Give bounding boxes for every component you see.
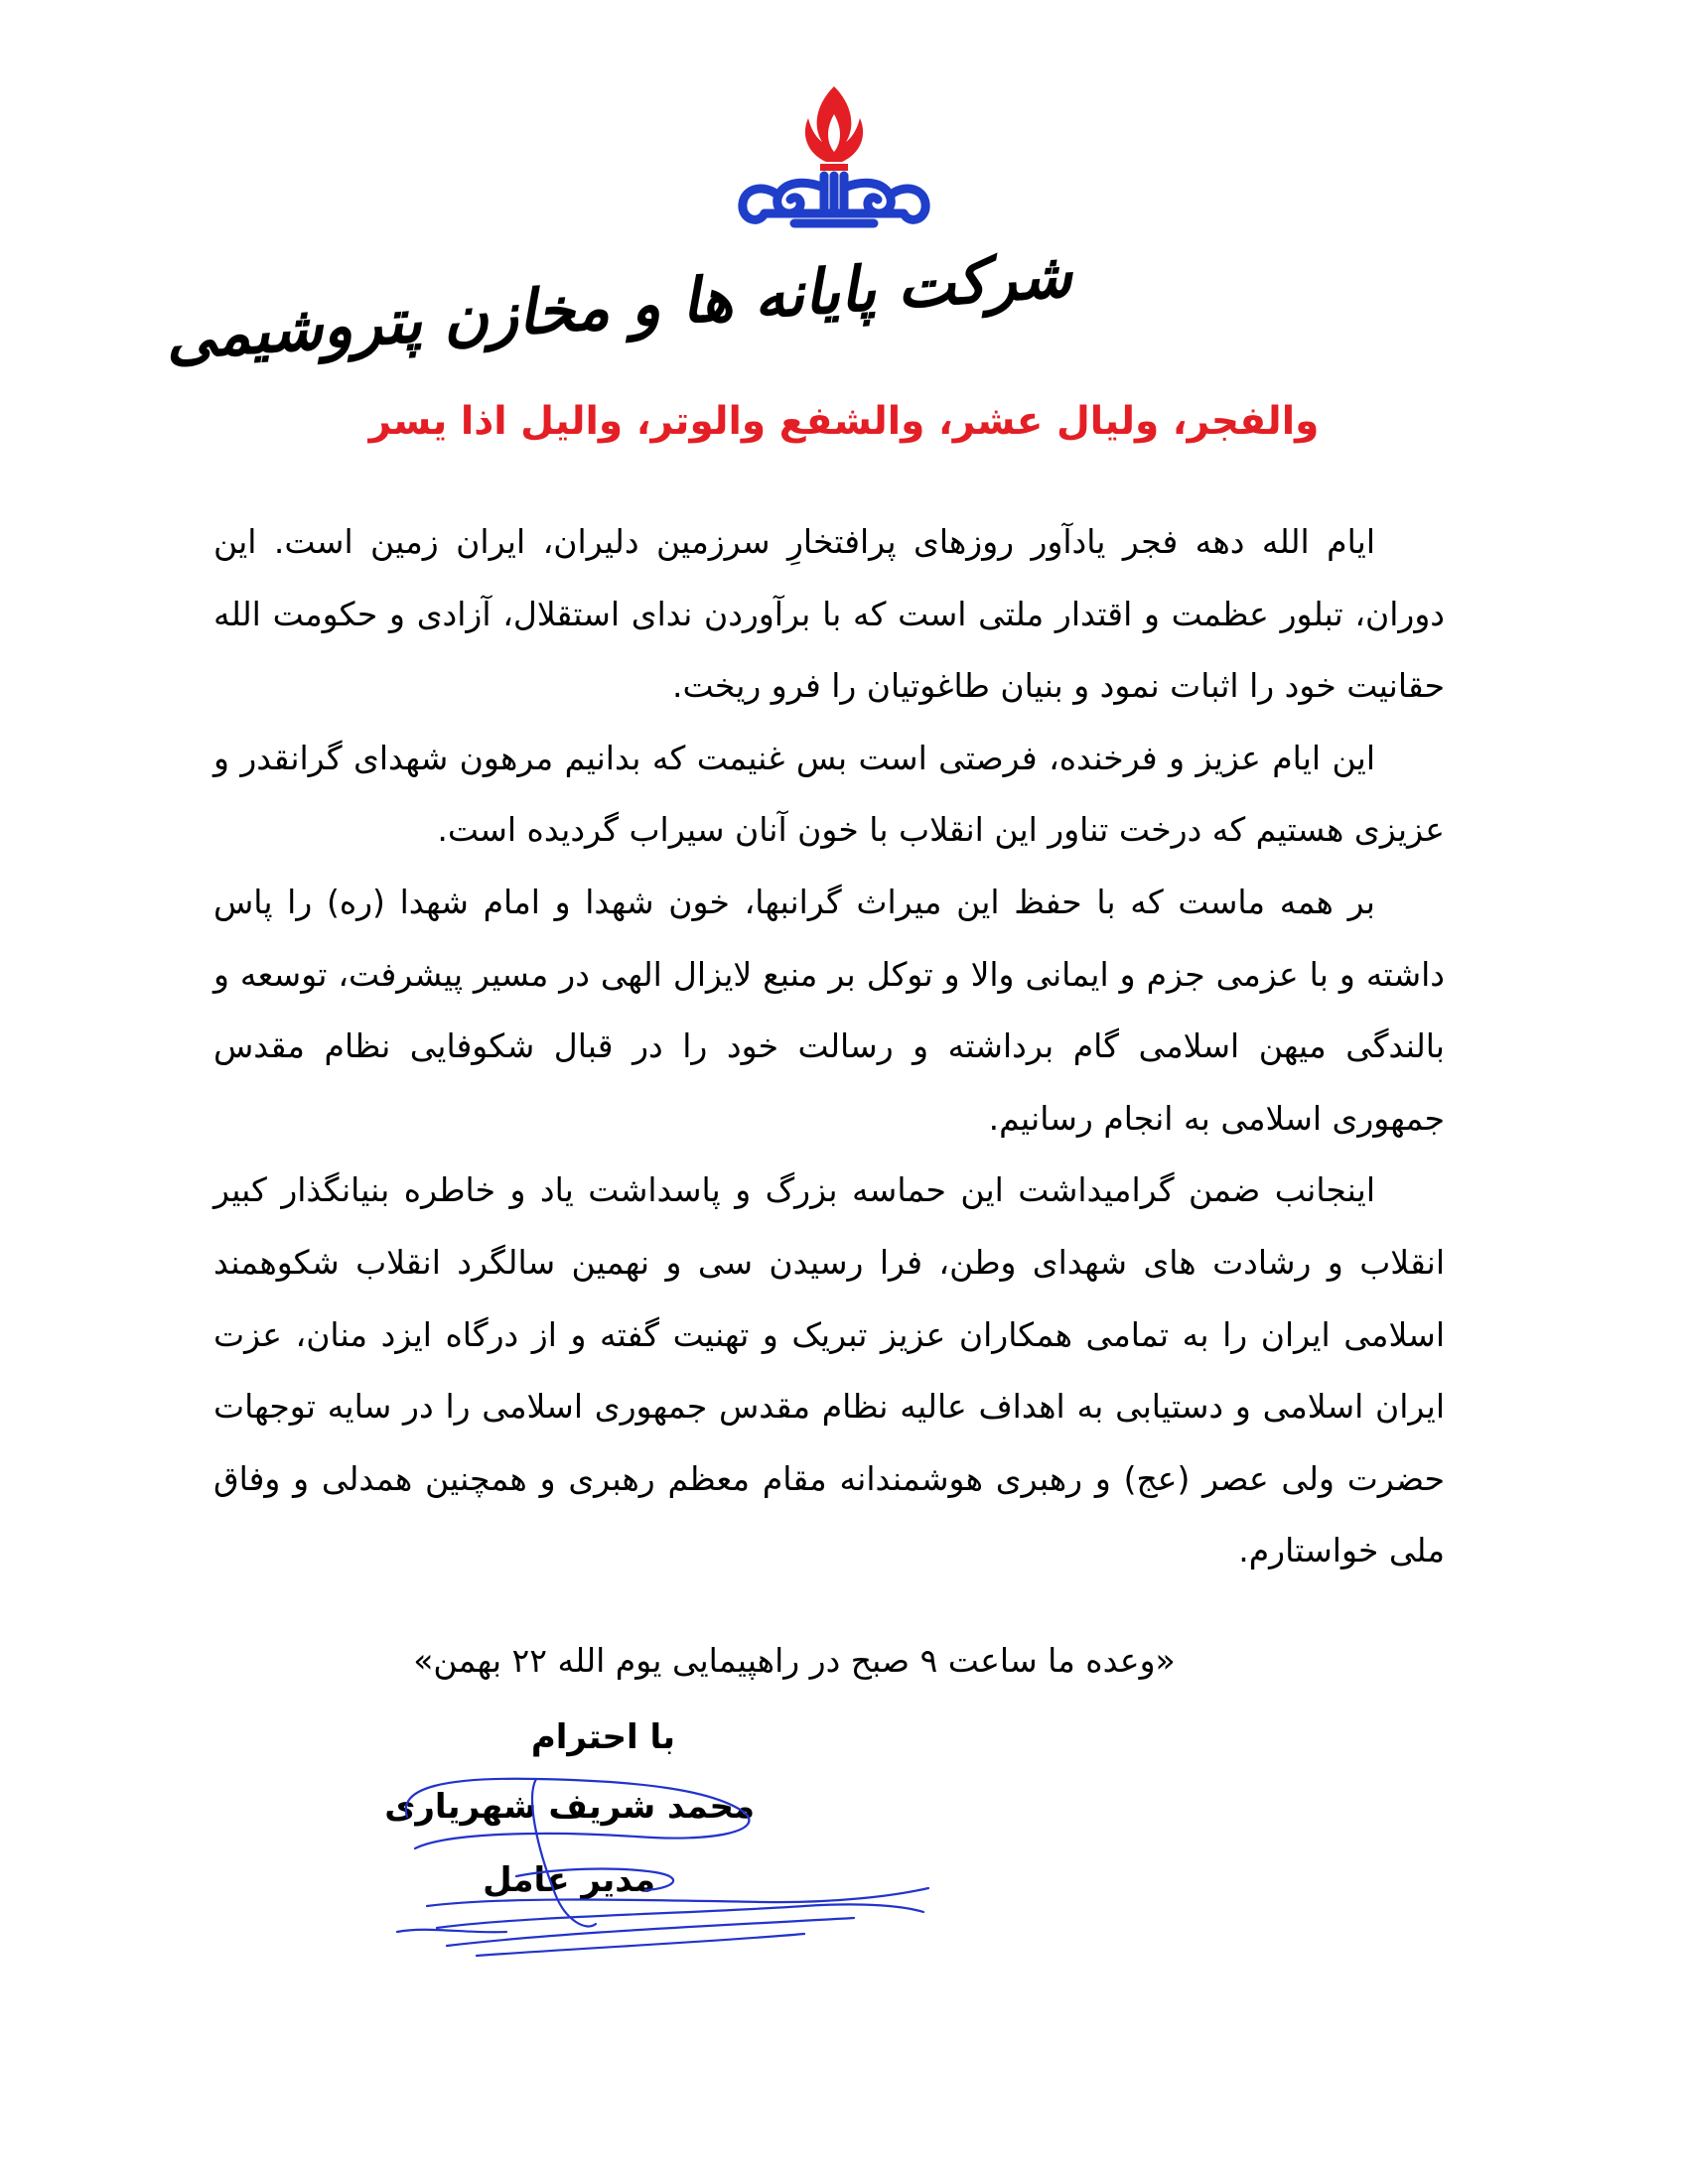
letter-body (213, 506, 1445, 1587)
signer-title: مدیر عامل (483, 1860, 655, 1900)
company-name: شرکت پایانه ها و مخازن پتروشیمی (163, 237, 1074, 374)
company-logo-icon (735, 84, 933, 233)
paragraph: این ایام عزیز و فرخنده، فرصتی است بس غنیمت که بدانیم مرهون شهدای گرانقدر و عزیزی هستیم که درخت تناور این انقلاب با خون آنان سیراب گردیده است. (213, 738, 1445, 850)
signer-name: محمد شریف شهریاری (384, 1787, 755, 1827)
signature-icon (387, 1757, 943, 1976)
rally-promise: «وعده ما ساعت ۹ صبح در راهپیمایی یوم الله ۲۲ بهمن» (413, 1641, 1176, 1680)
flame-icon (805, 86, 863, 171)
paragraph: بر همه ماست که با حفظ این میراث گرانبها، خون شهدا و امام شهدا (ره) را پاس داشته و با عزمی جزم و ایمانی والا و توکل بر منبع لایزال الهی در مسیر پیشرفت، توسعه و بالندگی میهن اسلامی گام برداشته و رسالت خود را در قبال شکوفایی نظام مقدس جمهوری اسلامی به انجام رسانیم. (213, 882, 1445, 1138)
closing-phrase: با احترام (530, 1717, 675, 1757)
quran-verse-heading: والفجر، ولیال عشر، والشفع والوتر، والیل اذا یسر (368, 399, 1320, 444)
emblem-base-icon (743, 176, 925, 223)
paragraph: ایام الله دهه فجر یادآور روزهای پرافتخارِ سرزمین دلیران، ایران زمین است. این دوران، تبلور عظمت و اقتدار ملتی است که با برآوردن ندای استقلال، آزادی و حکومت الله حقانیت خود را اثبات نمود و بنیان طاغوتیان را فرو ریخت. (213, 522, 1445, 706)
paragraph: اینجانب ضمن گرامیداشت این حماسه بزرگ و پاسداشت یاد و خاطره بنیانگذار کبیر انقلاب و رشادت های شهدای وطن، فرا رسیدن سی و نهمین سالگرد انقلاب شکوهمند اسلامی ایران را به تمامی همکاران عزیز تبریک و تهنیت گفته و از درگاه ایزد منان، عزت ایران اسلامی و دستیابی به اهداف عالیه نظام مقدس جمهوری اسلامی را در سایه توجهات حضرت ولی عصر (عج) و رهبری هوشمندانه مقام معظم رهبری و همچنین همدلی و وفاق ملی خواستارم. (213, 1170, 1445, 1570)
